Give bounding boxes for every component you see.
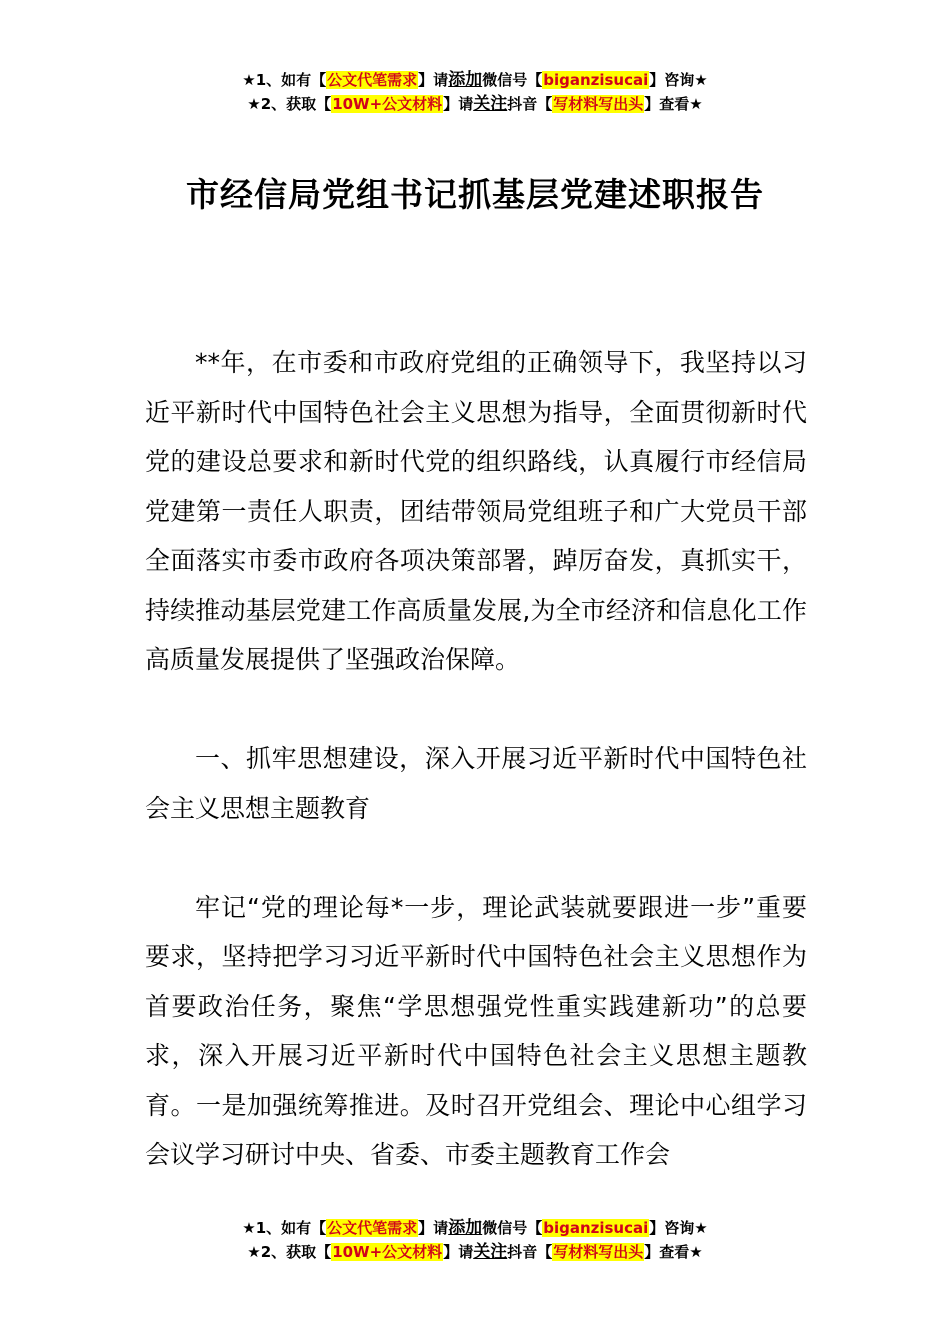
banner-text: ★2、获取【 — [247, 1243, 332, 1261]
paragraph-intro: **年，在市委和市政府党组的正确领导下，我坚持以习近平新时代中国特色社会主义思想为指导，全面贯彻新时代党的建设总要求和新时代党的组织路线，认真履行市经信局党建第一责任人职责，团结带领局党组班子和广大党员干部全面落实市委市政府各项决策部署，踔厉奋发，真抓实干，持续推动基层党建工作高质量发展,为全市经济和信息化工作高质量发展提供了坚强政治保障。 — [145, 348, 807, 674]
banner-text: 】咨询★ — [649, 1219, 708, 1237]
banner-emphasis: 关注 — [473, 1242, 508, 1262]
banner-line-2 — [0, 1240, 950, 1264]
paragraph-body: 牢记“党的理论每*一步，理论武装就要跟进一步”重要要求，坚持把学习习近平新时代中国特色社会主义思想作为首要政治任务，聚焦“学思想强党性重实践建新功”的总要求，深入开展习近平新时代中国特色社会主义思想主题教育。一是加强统筹推进。及时召开党组会、理论中心组学习会议学习研讨中央、省委、市委主题教育工作会 — [145, 892, 807, 1169]
banner-highlight: 写材料写出头 — [553, 95, 644, 113]
footer-banner — [0, 1216, 950, 1264]
section-heading: 一、抓牢思想建设，深入开展习近平新时代中国特色社会主义思想主题教育 — [145, 744, 807, 823]
banner-emphasis: 添加 — [448, 70, 483, 90]
banner-highlight: 公文代笔需求 — [327, 1219, 418, 1237]
banner-emphasis: 添加 — [448, 1218, 483, 1238]
banner-emphasis: 关注 — [473, 94, 508, 114]
header-banner — [0, 68, 950, 116]
banner-text: 微信号【 — [482, 1219, 543, 1237]
document-body — [145, 338, 807, 1180]
banner-text: 】咨询★ — [649, 71, 708, 89]
banner-text: ★1、如有【 — [242, 71, 327, 89]
banner-text: ★2、获取【 — [247, 95, 332, 113]
banner-line-1 — [0, 1216, 950, 1240]
banner-highlight: 公文代笔需求 — [327, 71, 418, 89]
page-title: 市经信局党组书记抓基层党建述职报告 — [186, 175, 764, 215]
banner-highlight: biganzisucai — [543, 71, 649, 89]
banner-text: 】请 — [418, 71, 449, 89]
banner-text: 】请 — [418, 1219, 449, 1237]
banner-line-1 — [0, 68, 950, 92]
banner-highlight: 10W+公文材料 — [332, 1243, 443, 1261]
banner-text: ★1、如有【 — [242, 1219, 327, 1237]
banner-text: 】查看★ — [644, 95, 703, 113]
banner-text: 抖音【 — [507, 95, 553, 113]
banner-highlight: 写材料写出头 — [553, 1243, 644, 1261]
banner-highlight: 10W+公文材料 — [332, 95, 443, 113]
banner-line-2 — [0, 92, 950, 116]
banner-text: 微信号【 — [482, 71, 543, 89]
banner-text: 】请 — [443, 1243, 474, 1261]
banner-text: 】查看★ — [644, 1243, 703, 1261]
banner-text: 】请 — [443, 95, 474, 113]
banner-highlight: biganzisucai — [543, 1219, 649, 1237]
banner-text: 抖音【 — [507, 1243, 553, 1261]
